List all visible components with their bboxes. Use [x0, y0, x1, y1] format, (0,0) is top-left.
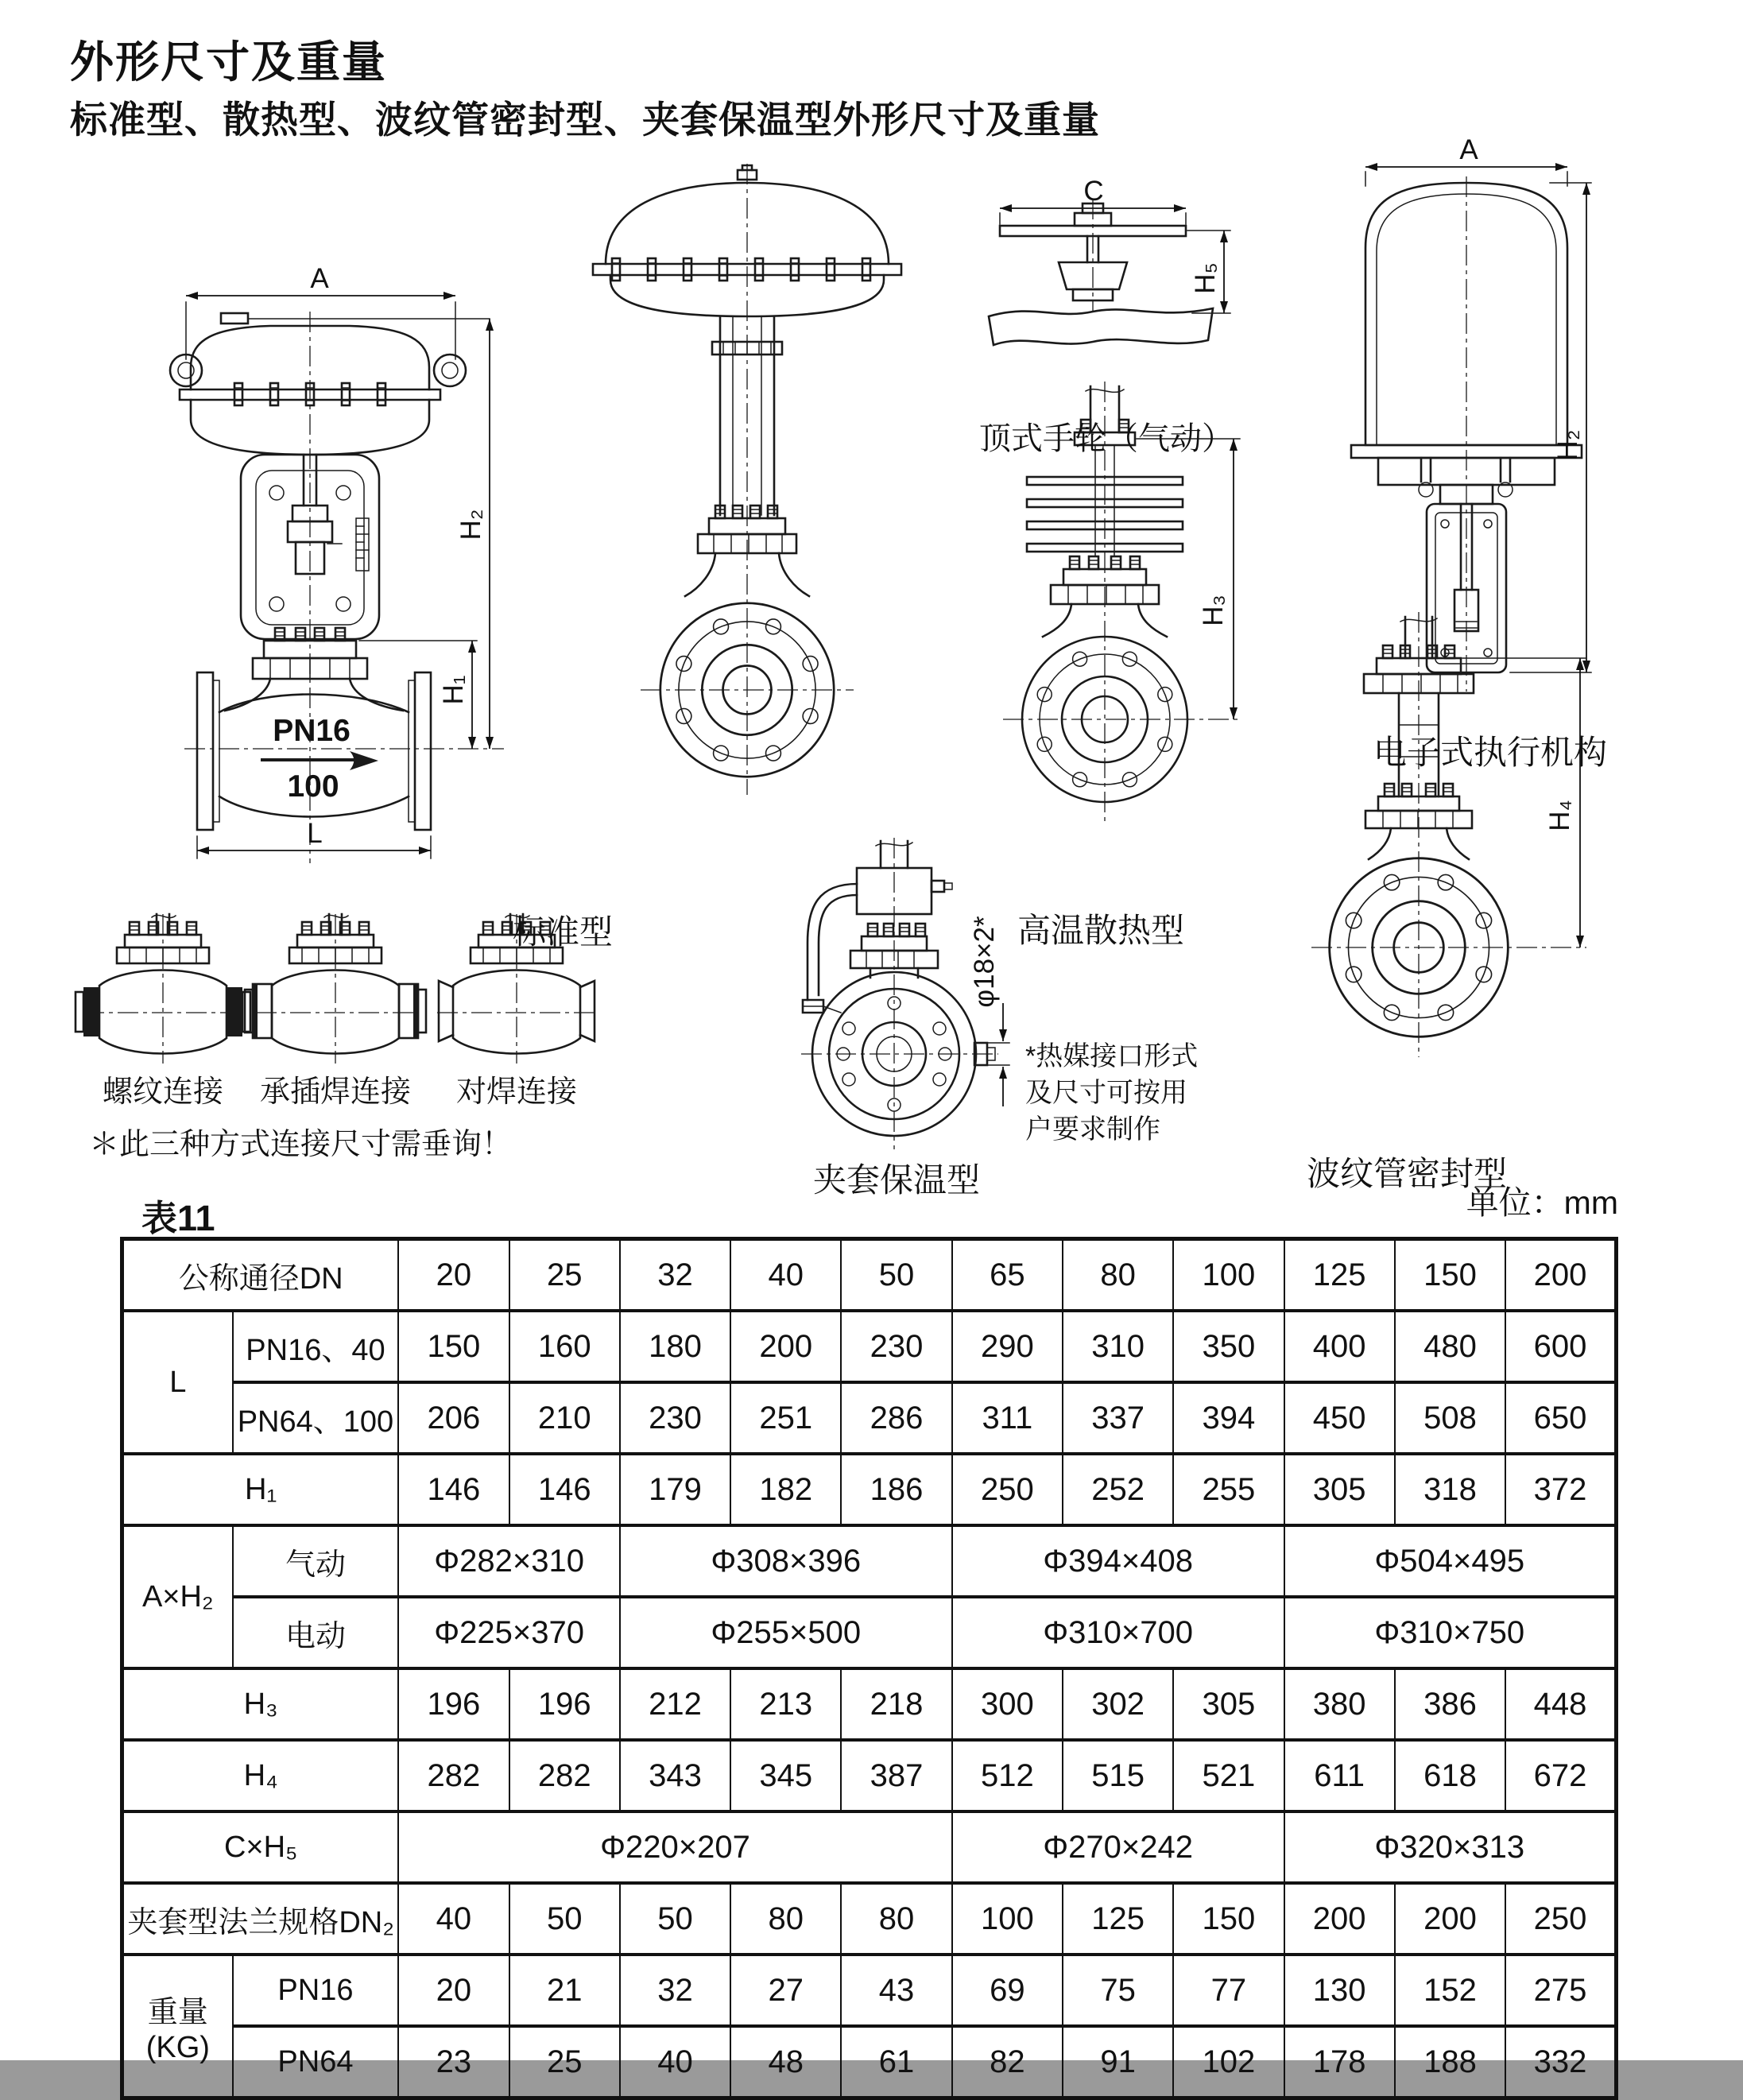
- caption-standard-type: 标准型: [512, 913, 614, 951]
- table-row-cxh5: C×H₅ Φ220×207 Φ270×242 Φ320×313: [122, 1811, 1617, 1883]
- body-dn-mark: 100: [287, 769, 339, 804]
- caption-threaded-connection: 螺纹连接: [102, 1075, 224, 1109]
- row-header-h4: H₄: [122, 1740, 399, 1811]
- caption-bellows-type: 波纹管密封型: [1306, 1155, 1508, 1192]
- jacket-media-note-line2: 及尺寸可按用: [1025, 1078, 1187, 1108]
- technical-drawings: [0, 135, 1743, 1192]
- table-caption: 表11: [141, 1198, 215, 1238]
- bellows-valve-drawing: [1311, 612, 1586, 1057]
- table-unit-label: 单位：mm: [1466, 1184, 1618, 1221]
- row-subheader-electric: 电动: [233, 1597, 399, 1668]
- row-header-h3: H₃: [122, 1668, 399, 1740]
- table-row-weight-pn16: 重量 (KG) PN16 20 21 32 27 43 69 75 77 130 152 275: [122, 1955, 1617, 2026]
- row-subheader-l-pn16: PN16、40: [233, 1311, 399, 1382]
- row-header-weight: [122, 1955, 233, 2098]
- threaded-connection-drawing: [76, 914, 250, 1064]
- dim-label-a2: A: [1459, 134, 1478, 165]
- table-row-h3: H₃ 196 196 212 213 218 300 302 305 380 386 448: [122, 1668, 1617, 1740]
- table-row-axh2-electric: 电动 Φ225×370 Φ255×500 Φ310×700 Φ310×750: [122, 1597, 1617, 1668]
- dim-label-h1: H₁: [438, 675, 469, 705]
- dim-label-h3: H₃: [1198, 595, 1229, 626]
- caption-electric-actuator: 电子式执行机构: [1373, 734, 1608, 771]
- weight-label: 重量: [147, 1996, 208, 2029]
- row-header-dn2: 夹套型法兰规格DN₂: [122, 1883, 399, 1955]
- caption-socket-weld-connection: 承插焊连接: [259, 1075, 412, 1109]
- row-subheader-weight-pn64: PN64: [233, 2026, 399, 2098]
- jacket-pipe-dim-label: φ18×2*: [969, 916, 1000, 1008]
- dimension-table: [120, 1237, 1618, 2100]
- dim-label-h4: H₄: [1544, 800, 1575, 831]
- table-row-l-pn64: PN64、100 206 210 230 251 286 311 337 394 450 508 650: [122, 1382, 1617, 1454]
- jacket-media-note-line1: *热媒接口形式: [1025, 1041, 1199, 1071]
- dim-label-a: A: [310, 263, 329, 294]
- table-row-dn2: 夹套型法兰规格DN₂ 40 50 50 80 80 100 125 150 200 200 250: [122, 1883, 1617, 1955]
- dim-label-c: C: [1083, 176, 1104, 207]
- body-pn-mark: PN16: [273, 714, 351, 748]
- dim-label-l: L: [307, 818, 323, 849]
- table-row-l-pn16: L PN16、40 150 160 180 200 230 290 310 350 400 480 600: [122, 1311, 1617, 1382]
- table-row-axh2-pneumatic: A×H₂ 气动 Φ282×310 Φ308×396 Φ394×408 Φ504×495: [122, 1525, 1617, 1597]
- jacket-media-note: [1025, 1038, 1198, 1148]
- electric-actuator-drawing: [1351, 134, 1591, 692]
- page-title: 外形尺寸及重量: [70, 37, 388, 87]
- row-header-cxh5: C×H₅: [122, 1811, 399, 1883]
- jacketed-valve-drawing: [801, 838, 1009, 1149]
- row-header-l: L: [122, 1311, 233, 1454]
- caption-radiator-type: 高温散热型: [1017, 912, 1185, 949]
- connection-note: ＊此三种方式连接尺寸需垂询！: [89, 1128, 513, 1161]
- row-subheader-pneumatic: 气动: [233, 1525, 399, 1597]
- caption-top-handwheel: 顶式手轮（气动）: [979, 421, 1234, 456]
- row-header-axh2: A×H₂: [122, 1525, 233, 1668]
- dim-label-h2: H₂: [455, 509, 486, 540]
- table-row-dn: 公称通径DN 20 25 32 40 50 65 80 100 125 150 200: [122, 1239, 1617, 1312]
- table-row-weight-pn64: PN64 23 25 40 48 61 82 91 102 178 188 332: [122, 2026, 1617, 2098]
- caption-jacketed-type: 夹套保温型: [812, 1161, 981, 1199]
- row-subheader-weight-pn16: PN16: [233, 1955, 399, 2026]
- caption-butt-weld-connection: 对焊连接: [455, 1075, 578, 1109]
- dim-label-h2b: H₂: [1552, 429, 1583, 461]
- socket-weld-connection-drawing: [245, 914, 426, 1064]
- top-handwheel-drawing: [989, 176, 1230, 345]
- row-header-h1: H₁: [122, 1454, 399, 1525]
- table-row-h4: H₄ 282 282 343 345 387 512 515 521 611 618 672: [122, 1740, 1617, 1811]
- row-subheader-l-pn64: PN64、100: [233, 1382, 399, 1454]
- row-header-dn: 公称通径DN: [122, 1239, 399, 1312]
- weight-unit: (KG): [145, 2031, 210, 2064]
- page-subtitle: 标准型、散热型、波纹管密封型、夹套保温型外形尺寸及重量: [70, 99, 1100, 141]
- dim-label-h5: H₅: [1190, 262, 1221, 294]
- standard-valve-side-drawing: [593, 164, 901, 795]
- table-row-h1: H₁ 146 146 179 182 186 250 252 255 305 318 372: [122, 1454, 1617, 1525]
- standard-valve-front-drawing: [170, 263, 504, 863]
- jacket-media-note-line3: 户要求制作: [1025, 1114, 1160, 1145]
